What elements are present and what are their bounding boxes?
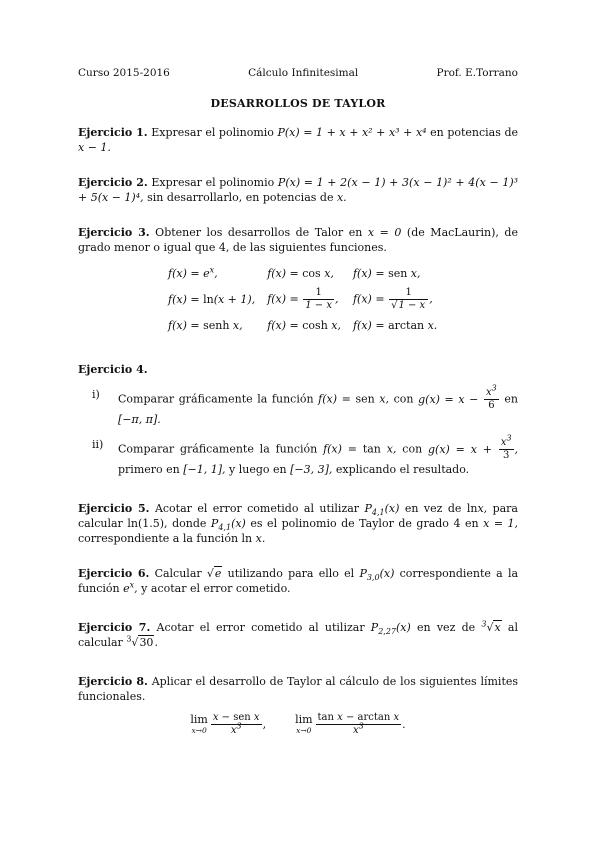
exercise-6-text-d: y acotar el error cometido. [141, 582, 291, 595]
item-ii-text-c: primero en [118, 463, 180, 476]
exercise-7-text-c: al calcular [78, 621, 518, 649]
item-ii-label: ii) [92, 438, 104, 451]
item-i-text-b: con [393, 392, 414, 406]
exercise-5-point: x = 1, [483, 517, 519, 530]
exercise-8 [78, 674, 518, 704]
limit-1: lim x→0 $\frac{\text{x − sen x}}{x^3}$ , [190, 712, 270, 736]
exercise-7-label: Ejercicio 7. [78, 621, 151, 634]
item-ii-text: Comparar gráficamente la función [118, 442, 318, 456]
item-ii-interval-1: [−1, 1], [183, 463, 226, 476]
func-ln: f(x) = ln(x + 1), [168, 293, 256, 306]
exercise-8-text: Aplicar el desarrollo de Taylor al cálculo de los siguientes límites funcionales. [78, 675, 519, 703]
item-ii-text-d: y luego en [229, 463, 287, 476]
exercise-2-text: Expresar el polinomio [151, 176, 275, 189]
item-i-label: i) [92, 388, 100, 401]
func-inv-sqrt: f(x) = $\frac{1}{√1 - x}$ , [352, 287, 433, 311]
limits-row [78, 712, 518, 737]
exercise-6-func: $e^x$, [123, 580, 138, 595]
func-cosh: f(x) = cosh x, [267, 319, 341, 332]
exercise-4-item-i [92, 383, 518, 427]
func-inv: f(x) = $\frac{1}{1 - x}$ , [267, 287, 339, 311]
func-arctan: f(x) = arctan x. [352, 319, 438, 332]
exercise-1-text: Expresar el polinomio [151, 126, 274, 139]
func-sen: f(x) = sen x, [352, 267, 421, 280]
exercise-5-ln-value: ln(1.5), [127, 517, 168, 530]
func-senh: f(x) = senh x, [168, 319, 243, 332]
exercise-6-poly: $P_{3,0}(x)$ [359, 567, 395, 583]
item-i-text: Comparar gráficamente la función [118, 392, 314, 406]
exercise-5-text-b: en vez de ln [404, 502, 478, 515]
exercise-5: Ejercicio 5. Acotar el error cometido al utilizar $P_{4,1}(x)$ en vez de lnx, para calcular ln(1.5), donde $P_{4,1}(x)$ es el polinomio de Taylor de grado 4 en x = 1, correspondiente a la función ln x. [78, 502, 519, 545]
exercise-4-items [92, 383, 519, 477]
exercise-1-text-b: en potencias de [430, 126, 519, 139]
exercise-5-label: Ejercicio 5. [78, 502, 150, 515]
subject-label: Cálculo Infinitesimal [248, 67, 359, 79]
exercise-2-math: P(x) = 1 + 2(x − 1) + 3(x − 1)² + 4(x − 1)³ + 5(x − 1)⁴, [78, 176, 519, 204]
document-page [78, 66, 518, 737]
exercise-7-cbrt-x: $^3$√x [481, 619, 501, 634]
exercise-4-item-ii [92, 433, 519, 477]
item-ii-text-e: explicando el resultado. [335, 463, 470, 476]
exercise-4-label: Ejercicio 4. [78, 363, 148, 376]
exercise-1-label: Ejercicio 1. [78, 126, 148, 139]
item-i-math-f: f(x) = sen x, [318, 392, 390, 406]
exercise-3-label: Ejercicio 3. [78, 226, 150, 239]
exercise-6 [78, 566, 518, 596]
exercise-2-text-b: sin desarrollarlo, en potencias de [147, 191, 334, 204]
limit-2: lim x→0 $\frac{\text{tan x − arctan x}}{x^3}$ . [295, 712, 406, 736]
exercise-3-math: x = 0 [367, 226, 402, 239]
exercise-6-text-b: utilizando para ello el [227, 567, 355, 580]
exercise-4 [78, 362, 518, 377]
exercise-7 [78, 620, 518, 650]
item-i-text-c: en [504, 392, 518, 406]
exercise-5-poly-2: $P_{4,1}(x)$ [210, 517, 246, 533]
exercise-5-text: Acotar el error cometido al utilizar [154, 502, 360, 515]
exercise-6-text: Calcular [154, 567, 202, 580]
exercise-6-label: Ejercicio 6. [78, 567, 150, 580]
exercise-1-math: P(x) = 1 + x + x² + x³ + x⁴ [277, 126, 427, 139]
exercise-1 [78, 125, 518, 155]
item-i-interval: [−π, π]. [118, 413, 161, 426]
exercise-5-text-c: para calcular [78, 502, 518, 530]
function-table [168, 263, 518, 336]
exercise-3-text-b: (de MacLaurin), de grado menor o igual que 4, de las siguientes funciones. [78, 226, 518, 254]
exercise-7-text: Acotar el error cometido al utilizar [156, 621, 365, 634]
exercise-5-text-f: correspondiente a la función ln [78, 532, 253, 545]
exercise-3-text: Obtener los desarrollos de Talor en [155, 226, 363, 239]
exercise-8-label: Ejercicio 8. [78, 675, 148, 688]
exercise-3 [78, 225, 518, 255]
professor-label: Prof. E.Torrano [436, 67, 518, 79]
func-exp: $f(x) = e^x$, [168, 265, 218, 280]
item-ii-math-f: f(x) = tan x, [323, 442, 397, 456]
exercise-5-text-d: donde [172, 517, 207, 530]
course-label: Curso 2015-2016 [78, 67, 170, 79]
exercise-2-label: Ejercicio 2. [78, 176, 148, 189]
exercise-1-math-b: x − 1. [78, 141, 111, 154]
page-header [78, 66, 518, 81]
exercise-6-sqrt-e: √e [206, 567, 222, 580]
item-ii-text-b: con [402, 442, 423, 456]
exercise-7-text-b: en vez de [417, 621, 476, 634]
item-ii-interval-2: [−3, 3], [290, 463, 333, 476]
exercise-7-cbrt-30: $^3$√30. [126, 634, 158, 649]
page-title: DESARROLLOS DE TAYLOR [210, 97, 386, 110]
item-ii-math-g: g(x) = x + $\frac{x^3}{3}$ , [428, 433, 519, 461]
exercise-5-text-e: es el polinomio de Taylor de grado 4 en [250, 517, 479, 530]
exercise-2 [78, 175, 518, 205]
func-cos: f(x) = cos x, [267, 267, 334, 280]
exercise-5-poly: $P_{4,1}(x)$ [364, 502, 400, 518]
exercise-2-math-b: x. [336, 191, 347, 204]
exercise-7-poly: $P_{2,27}(x)$ [370, 621, 411, 637]
item-i-math-g: g(x) = x − $\frac{x^3}{6}$ [418, 383, 497, 411]
exercise-6-text-c: correspondiente a la función [78, 567, 519, 595]
